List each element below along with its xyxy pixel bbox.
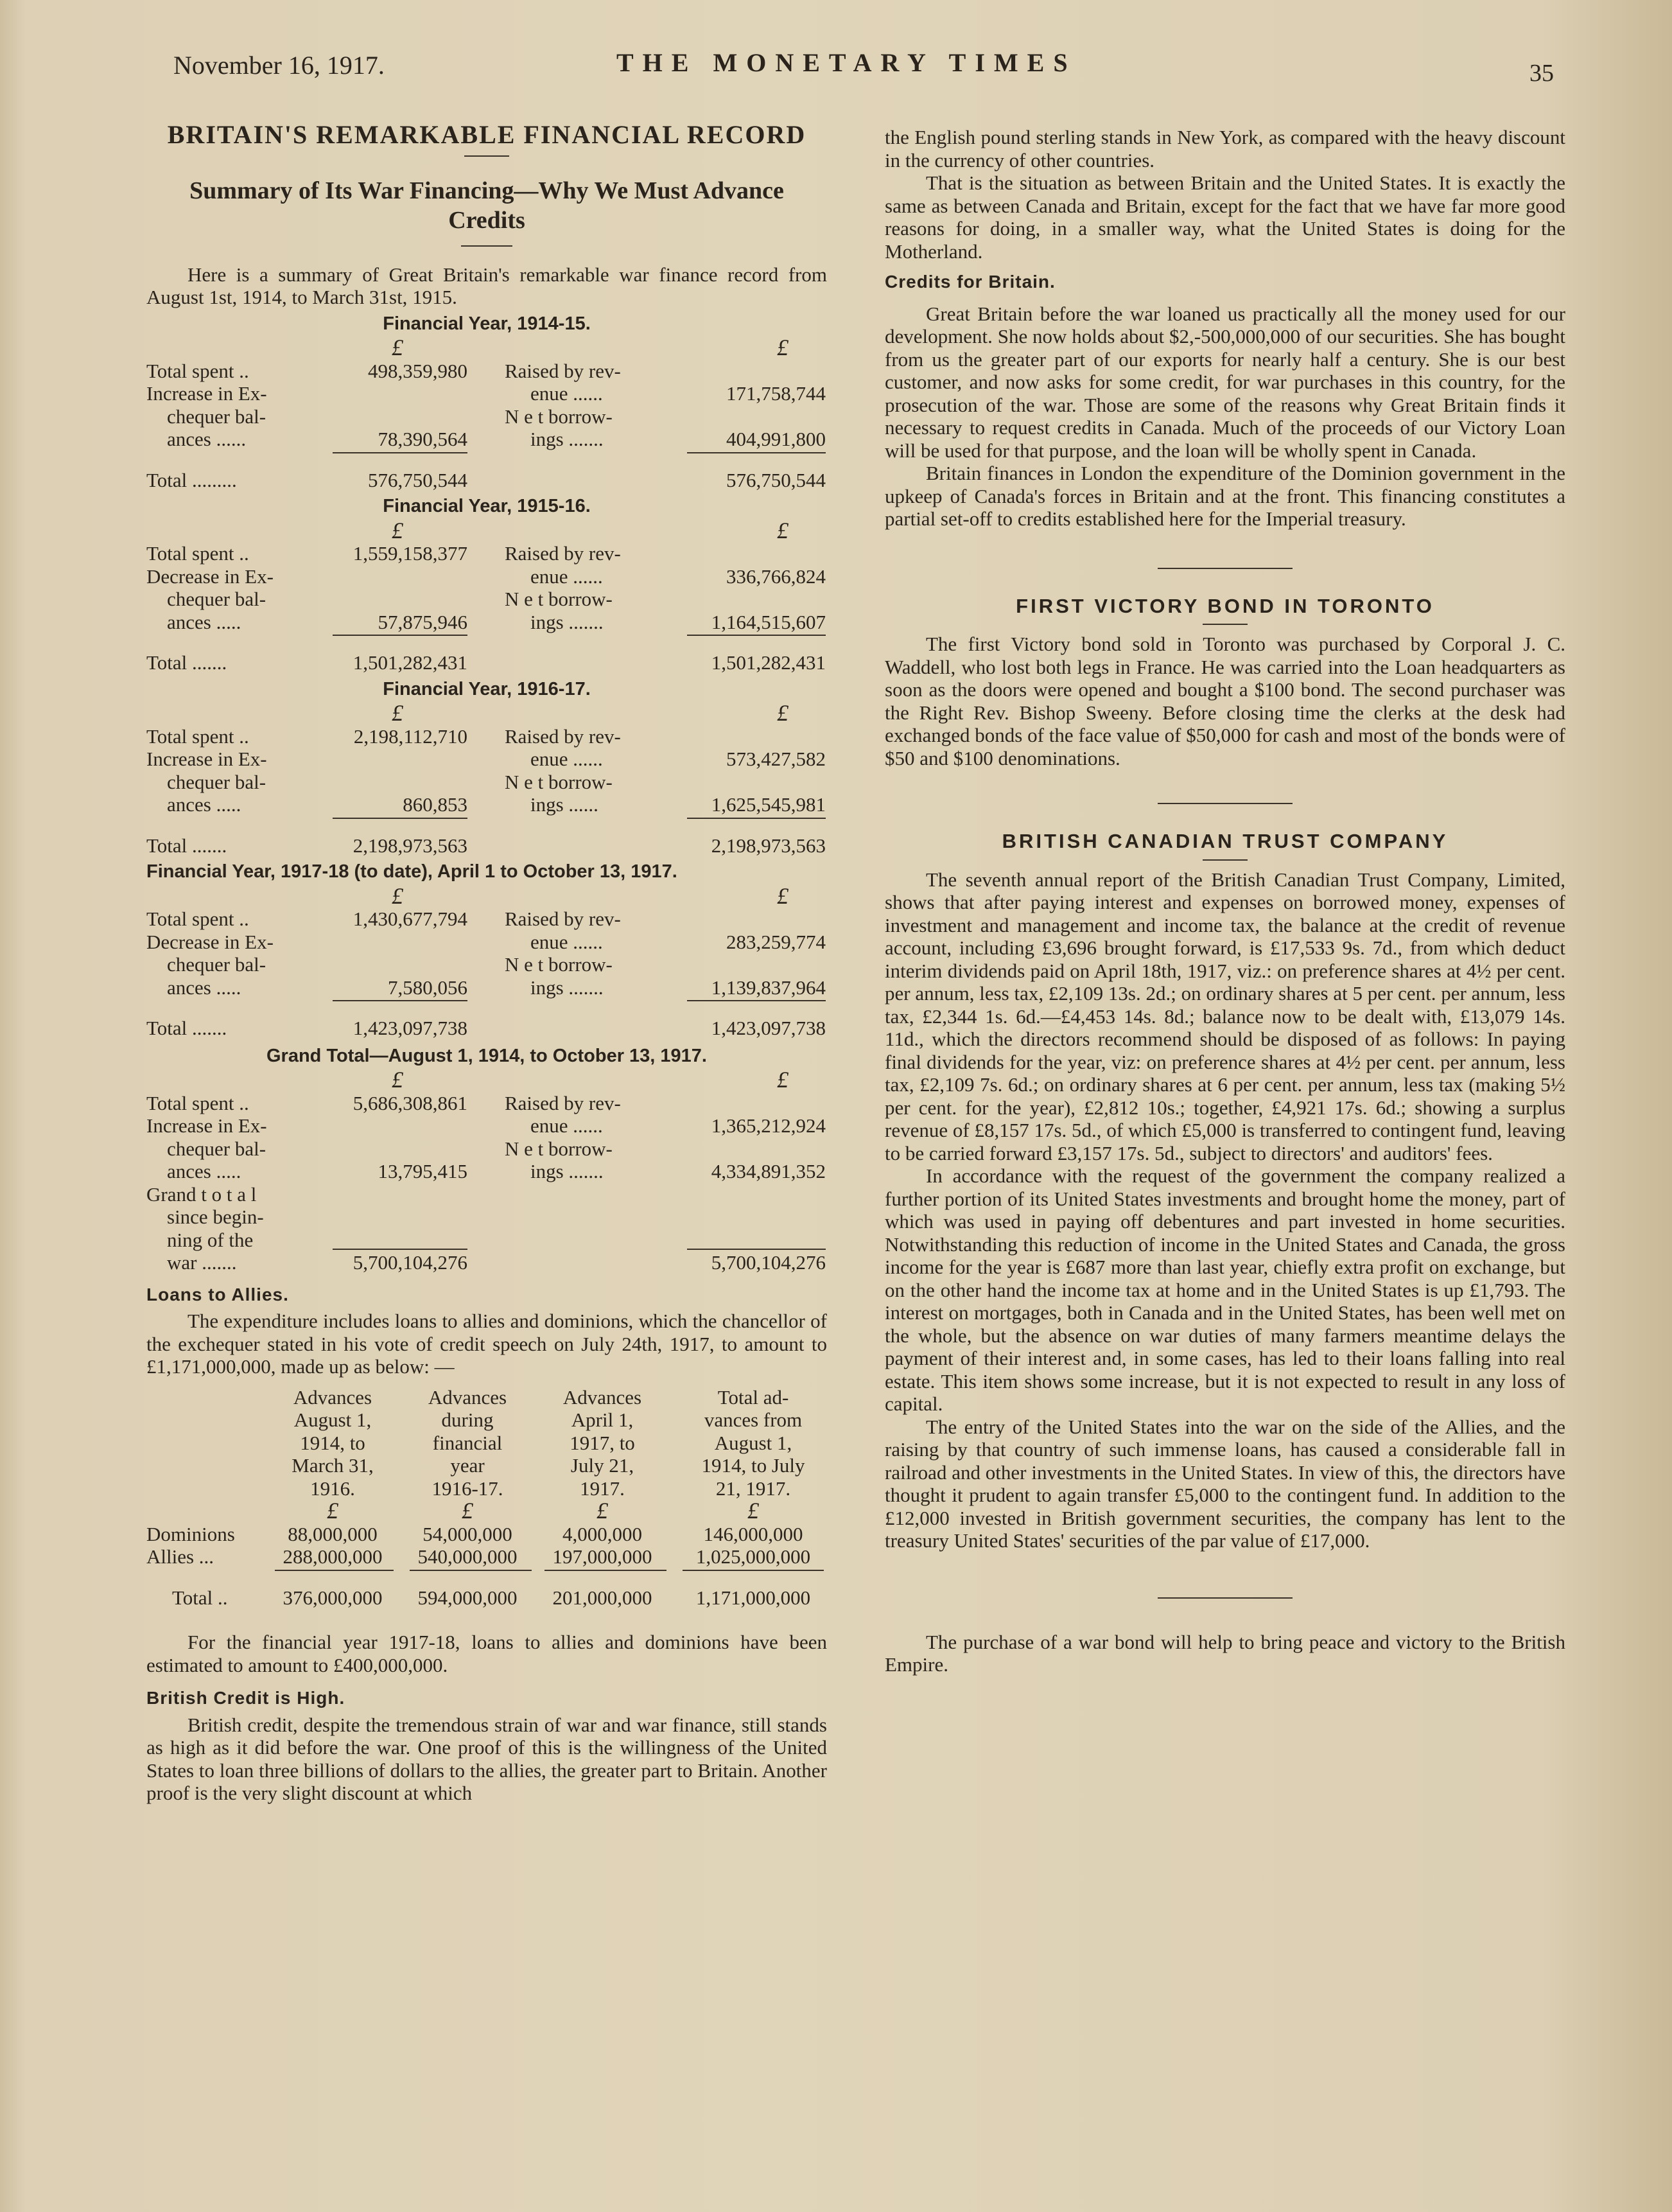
- row-value: 171,758,744: [726, 382, 826, 405]
- table-row: [146, 953, 827, 976]
- row-value: 1,559,158,377: [353, 542, 467, 565]
- sum-rule: [146, 451, 827, 455]
- pound-sign: £: [777, 882, 788, 909]
- column-header: during: [441, 1409, 494, 1431]
- table-cell: 201,000,000: [552, 1586, 652, 1609]
- column-header: financial: [432, 1431, 503, 1454]
- row-value: 283,259,774: [726, 930, 826, 953]
- paragraph: Britain finances in London the expenditure of the Dominion government in the upkeep of Canada's forces in Britain and at the front. This financing constitutes a partial set-off to credits established here for the Imperial treasury.: [885, 462, 1565, 530]
- column-header: Advances: [293, 1385, 372, 1409]
- table-header-row: [146, 1477, 827, 1500]
- divider: [1203, 859, 1248, 861]
- table-cell: 288,000,000: [283, 1545, 383, 1568]
- table-header-row: [146, 1386, 827, 1409]
- subtitle-line-2: Credits: [448, 206, 525, 234]
- row-value: 13,795,415: [378, 1160, 467, 1182]
- row-label: ings .......: [530, 610, 604, 633]
- column-header: Advances: [428, 1385, 507, 1409]
- financial-year-block: [146, 495, 827, 674]
- table-header-row: [146, 1454, 827, 1477]
- divider-rule: [1158, 568, 1293, 569]
- pound-sign: £: [327, 1498, 338, 1523]
- row-value: 2,198,112,710: [353, 724, 467, 748]
- column-header: August 1,: [714, 1431, 792, 1454]
- victory-heading: FIRST VICTORY BOND IN TORONTO: [1016, 594, 1434, 617]
- row-label: Dominions: [146, 1522, 235, 1545]
- row-value: 5,700,104,276: [353, 1251, 467, 1274]
- table-cell: 54,000,000: [422, 1522, 512, 1545]
- row-value: 1,423,097,738: [711, 1017, 826, 1039]
- sum-rule: [146, 816, 827, 820]
- table-row: [146, 771, 827, 794]
- row-label: Raised by rev-: [505, 542, 621, 565]
- page-header: [173, 45, 1554, 90]
- row-value: 336,766,824: [726, 565, 826, 588]
- divider: [461, 245, 512, 247]
- row-label: enue ......: [530, 565, 603, 588]
- row-label: chequer bal-: [167, 770, 266, 793]
- table-cell: 1,025,000,000: [695, 1545, 811, 1568]
- table-row: [146, 1092, 827, 1115]
- pound-sign: £: [392, 700, 403, 726]
- row-label: since begin-: [167, 1206, 264, 1228]
- row-label: Decrease in Ex-: [146, 930, 274, 953]
- pound-sign: £: [392, 517, 403, 543]
- row-label: Allies ...: [146, 1545, 214, 1568]
- row-label: N e t borrow-: [505, 588, 613, 610]
- table-cell: 376,000,000: [283, 1586, 383, 1609]
- table-row: [146, 908, 827, 931]
- pound-sign: £: [597, 1498, 608, 1523]
- grand-total-heading: Grand Total—August 1, 1914, to October 13, 1917.: [266, 1045, 707, 1066]
- table-row: [146, 725, 827, 748]
- column-header: 1917.: [580, 1477, 625, 1500]
- column-header: Advances: [562, 1385, 642, 1409]
- pound-signs: [146, 337, 827, 360]
- loans-table: [146, 1386, 827, 1610]
- pound-sign: £: [392, 882, 403, 909]
- table-row: [146, 360, 827, 383]
- row-label: enue ......: [530, 382, 603, 405]
- table-row: [146, 1251, 827, 1274]
- row-label: Raised by rev-: [505, 359, 621, 382]
- table-row: [146, 651, 827, 674]
- table-cell: 146,000,000: [703, 1522, 803, 1545]
- row-label: Total spent ..: [146, 908, 249, 930]
- credits-heading: Credits for Britain.: [885, 272, 1056, 292]
- row-value: 404,991,800: [726, 428, 826, 450]
- row-label: ings .......: [530, 1160, 604, 1182]
- column-header: year: [450, 1454, 485, 1477]
- loans-paragraph-2: For the financial year 1917-18, loans to allies and dominions have been estimated to amount to £400,000,000.: [146, 1631, 827, 1676]
- row-value: 576,750,544: [368, 468, 467, 491]
- row-label: N e t borrow-: [505, 405, 613, 428]
- article-title: BRITAIN'S REMARKABLE FINANCIAL RECORD: [167, 120, 806, 149]
- masthead-title: THE MONETARY TIMES: [616, 48, 1077, 77]
- paragraph: In accordance with the request of the government the company realized a further portion of its United States investments and brought home the money, part of which was used in paying off debentures and part invested in home securities. Notwithstanding this reduction of income in the United States and Canada, the gross income for the year is £687 more than last year, chiefly extra profit on exchange, but on the other hand the income tax at home and in the United States is up £1,793. The interest on mortgages, both in Canada and in the United States, has been well met on the whole, but the absence on war duties of many farmers meantime delays the payment of their interest and, in some cases, has led to their loans falling into real estate. This item shows some increase, but it is not expected to result in any loss of capital.: [885, 1164, 1565, 1415]
- financial-year-heading: Financial Year, 1916-17.: [383, 678, 591, 699]
- table-row: [146, 469, 827, 492]
- divider-rule: [1158, 1597, 1293, 1599]
- paragraph: The seventh annual report of the British Canadian Trust Company, Limited, shows that after paying interest and expenses on borrowed money, expenses of investment and management and income tax, the balance at the credit of revenue account, including £3,696 brought forward, is £17,533 9s. 7d., from which deduct interim dividends paid on April 18th, 1917, viz.: on preference shares at 4½ per cent. per annum, less tax, £2,109 13s. 2d.; on ordinary shares at 5 per cent. per annum, less tax, £2,344 1s. 6d.—£4,453 14s. 8d.; balance now to be dealt with, £13,079 14s. 11d., which the directors recommend should be disposed of as follows: In paying final dividends for the year, viz: on preference shares at 4½ per cent. per annum, less tax, £2,109 7s. 6d.; on ordinary shares at 6 per cent. per annum, less tax (making 5½ per cent. for the year), £2,812 10s.; together, £4,921 17s. 6d.; showing a surplus revenue of £8,157 17s. 5d., of which £5,000 is transferred to contingent fund, leaving to be carried forward £3,157 17s. 5d., subject to directors' and auditors' fees.: [885, 868, 1565, 1164]
- pound-sign: £: [392, 1067, 403, 1093]
- paragraph: The first Victory bond sold in Toronto was purchased by Corporal J. C. Waddell, who lost both legs in France. He was carried into the Loan headquarters as soon as the doors were opened and bought a $100 bond. The second purchaser was the Right Rev. Bishop Sweeny. Before closing time the clerks at the desk had exchanged bonds of the face value of $50,000 for cash and most of the bonds were of $50 and $100 denominations.: [885, 633, 1565, 769]
- subtitle-line-1: Summary of Its War Financing—Why We Must Advance: [189, 177, 784, 204]
- issue-date: November 16, 1917.: [173, 51, 385, 80]
- continued-paragraph: the English pound sterling stands in New York, as compared with the heavy discount in the currency of other countries.: [885, 126, 1565, 171]
- row-label: ances .....: [167, 610, 241, 633]
- table-row: [146, 1523, 827, 1546]
- row-label: Raised by rev-: [505, 1091, 621, 1114]
- column-header: 1916-17.: [431, 1477, 503, 1500]
- column-header: 1914, to July: [701, 1454, 805, 1477]
- row-label: ings .......: [530, 428, 604, 450]
- table-row: [146, 793, 827, 816]
- financial-year-heading: Financial Year, 1917-18 (to date), April 1 to October 13, 1917.: [146, 861, 677, 882]
- sum-rule: [146, 999, 827, 1003]
- closing-paragraph: The purchase of a war bond will help to bring peace and victory to the British Empire.: [885, 1630, 1565, 1676]
- column-header: 21, 1917.: [715, 1477, 791, 1500]
- pound-sign: £: [777, 335, 788, 360]
- table-cell: 88,000,000: [288, 1522, 378, 1545]
- row-label: Increase in Ex-: [146, 382, 267, 405]
- row-label: enue ......: [530, 1114, 603, 1137]
- row-label: Total .......: [146, 651, 227, 674]
- table-row: [146, 1206, 827, 1229]
- column-header: July 21,: [570, 1454, 634, 1477]
- table-header-row: [146, 1409, 827, 1432]
- row-label: N e t borrow-: [505, 953, 613, 976]
- financial-year-heading: Financial Year, 1915-16.: [383, 496, 591, 516]
- row-label: Total spent ..: [146, 542, 249, 565]
- row-label: ances ......: [167, 428, 247, 450]
- table-row: [146, 1137, 827, 1161]
- row-label: ings .......: [530, 976, 604, 999]
- row-value: 1,365,212,924: [711, 1114, 826, 1137]
- table-row: [146, 611, 827, 634]
- pound-sign: £: [462, 1498, 473, 1523]
- table-cell: 197,000,000: [552, 1545, 652, 1568]
- row-value: 7,580,056: [388, 976, 467, 999]
- row-value: 576,750,544: [726, 468, 826, 491]
- row-value: 4,334,891,352: [711, 1160, 826, 1182]
- row-value: 57,875,946: [378, 610, 467, 633]
- row-label: ances .....: [167, 1160, 241, 1182]
- row-label: Grand t o t a l: [146, 1182, 257, 1206]
- pound-sign: £: [747, 1498, 759, 1523]
- table-row: [146, 931, 827, 954]
- table-row: [146, 1545, 827, 1568]
- row-label: Total .......: [146, 834, 227, 857]
- row-value: 5,686,308,861: [353, 1091, 467, 1114]
- row-label: Total .......: [146, 1017, 227, 1039]
- row-label: chequer bal-: [167, 588, 266, 610]
- column-header: Total ad-: [717, 1385, 789, 1409]
- table-row: [146, 976, 827, 999]
- row-label: enue ......: [530, 930, 603, 953]
- column-header: March 31,: [292, 1454, 374, 1477]
- row-value: 1,430,677,794: [353, 908, 467, 930]
- table-header-row: [146, 1432, 827, 1455]
- financial-years: [146, 313, 827, 1040]
- table-row: [146, 588, 827, 611]
- table-row: [146, 405, 827, 428]
- pound-signs: [146, 702, 827, 725]
- sum-rule: [146, 1568, 827, 1575]
- credit-paragraph: British credit, despite the tremendous strain of war and war finance, still stands as high as it did before the war. One proof of this is the willingness of the United States to loan three billions of dollars to the allies, the greater part to Britain. Another proof is the very slight discount at which: [146, 1713, 827, 1804]
- row-label: Increase in Ex-: [146, 1114, 267, 1137]
- row-label: Total spent ..: [146, 359, 249, 382]
- financial-year-block: [146, 861, 827, 1040]
- pound-sign: £: [777, 517, 788, 543]
- row-label: ning of the: [167, 1228, 254, 1251]
- row-label: N e t borrow-: [505, 770, 613, 793]
- paragraph: That is the situation as between Britain and the United States. It is exactly the same as between Canada and Britain, except for the fact that we have far more good reasons for doing, in a smaller way, what the United States is doing for the Motherland.: [885, 171, 1565, 263]
- table-cell: 4,000,000: [562, 1522, 642, 1545]
- row-label: Raised by rev-: [505, 724, 621, 748]
- row-label: Total spent ..: [146, 724, 249, 748]
- sum-rule: [146, 633, 827, 637]
- left-column: [146, 116, 827, 1805]
- divider: [1203, 624, 1248, 625]
- right-column: [885, 126, 1565, 1676]
- credit-heading: British Credit is High.: [146, 1688, 345, 1708]
- table-row: [146, 748, 827, 771]
- row-value: 1,423,097,738: [353, 1017, 467, 1039]
- row-label: ances .....: [167, 976, 241, 999]
- row-label: Total spent ..: [146, 1091, 249, 1114]
- row-value: 2,198,973,563: [711, 834, 826, 857]
- financial-year-heading: Financial Year, 1914-15.: [383, 313, 591, 334]
- row-value: 5,700,104,276: [711, 1251, 826, 1274]
- table-row: [146, 834, 827, 857]
- row-label: Raised by rev-: [505, 908, 621, 930]
- column-header: August 1,: [293, 1409, 372, 1431]
- table-cell: 540,000,000: [417, 1545, 518, 1568]
- row-value: 2,198,973,563: [353, 834, 467, 857]
- trust-heading: BRITISH CANADIAN TRUST COMPANY: [1002, 830, 1449, 852]
- row-label: war .......: [167, 1251, 237, 1274]
- pound-sign: £: [777, 1067, 788, 1093]
- table-row: [146, 428, 827, 451]
- article-subtitle: [146, 176, 827, 235]
- page-number: 35: [1529, 60, 1554, 87]
- grand-total-section: [146, 1045, 827, 1274]
- row-value: 498,359,980: [368, 359, 467, 382]
- row-value: 1,501,282,431: [711, 651, 826, 674]
- row-label: enue ......: [530, 748, 603, 770]
- table-row: [146, 565, 827, 588]
- row-value: 1,164,515,607: [711, 610, 826, 633]
- pound-signs: [146, 517, 827, 543]
- pound-signs: [146, 1500, 827, 1523]
- row-label: Total .........: [146, 468, 237, 491]
- row-label: chequer bal-: [167, 1137, 266, 1160]
- row-value: 860,853: [403, 793, 467, 816]
- financial-year-block: [146, 313, 827, 492]
- pound-signs: [146, 882, 827, 909]
- intro-paragraph: Here is a summary of Great Britain's remarkable war finance record from August 1st, 1914, to March 31st, 1915.: [146, 263, 827, 308]
- pound-sign: £: [392, 335, 403, 360]
- row-value: 1,501,282,431: [353, 651, 467, 674]
- table-row: [146, 1183, 827, 1206]
- row-label: chequer bal-: [167, 405, 266, 428]
- column-header: April 1,: [571, 1409, 634, 1431]
- table-row: [146, 1160, 827, 1183]
- column-header: 1916.: [310, 1477, 355, 1500]
- table-row: [146, 1114, 827, 1137]
- table-cell: 1,171,000,000: [695, 1586, 811, 1609]
- column-header: vances from: [704, 1409, 803, 1431]
- row-label: Decrease in Ex-: [146, 565, 274, 588]
- row-label: Increase in Ex-: [146, 748, 267, 770]
- pound-sign: £: [777, 700, 788, 726]
- pound-signs: [146, 1069, 827, 1092]
- row-label: ings ......: [530, 793, 598, 816]
- row-label: chequer bal-: [167, 953, 266, 976]
- column-header: 1914, to: [300, 1431, 365, 1454]
- table-row: [146, 542, 827, 565]
- table-total-row: [146, 1586, 827, 1610]
- row-label: N e t borrow-: [505, 1137, 613, 1160]
- row-label: ances .....: [167, 793, 241, 816]
- row-value: 78,390,564: [378, 428, 467, 450]
- paragraph: Great Britain before the war loaned us practically all the money used for our development. She now holds about $2,-500,000,000 of our securities. She has bought from us the greater part of our exports for nearly half a century. She is our best customer, and now asks for some credit, for war purchases in this country, for the prosecution of the war. Those are some of the reasons why Great Britain finds it necessary to request credits in Canada. Much of the proceeds of our Victory Loan will be used for that purpose, and the loan will be wholly spent in Canada.: [885, 302, 1565, 462]
- loans-heading: Loans to Allies.: [146, 1284, 289, 1304]
- column-header: 1917, to: [570, 1431, 635, 1454]
- paragraph: The entry of the United States into the war on the side of the Allies, and the raising by that country of such immense loans, has caused a considerable fall in railroad and other investments in the United States. In view of this, the directors have thought it prudent to again transfer £5,000 to the contingent fund. In addition to the £12,000 invested in British government securities, the company has lent to the treasury United States' securities of the par value of £17,000.: [885, 1415, 1565, 1552]
- divider-rule: [1158, 803, 1293, 804]
- table-row: [146, 382, 827, 405]
- financial-year-block: [146, 678, 827, 857]
- row-label: Total ..: [172, 1586, 228, 1609]
- loans-paragraph: The expenditure includes loans to allies and dominions, which the chancellor of the exchequer stated in his vote of credit speech on July 24th, 1917, to amount to £1,171,000,000, made up as below: —: [146, 1310, 827, 1378]
- row-value: 1,139,837,964: [711, 976, 826, 999]
- row-value: 1,625,545,981: [711, 793, 826, 816]
- table-row: [146, 1229, 827, 1252]
- table-cell: 594,000,000: [417, 1586, 518, 1609]
- row-value: 573,427,582: [726, 748, 826, 770]
- table-row: [146, 1017, 827, 1040]
- divider: [464, 155, 509, 157]
